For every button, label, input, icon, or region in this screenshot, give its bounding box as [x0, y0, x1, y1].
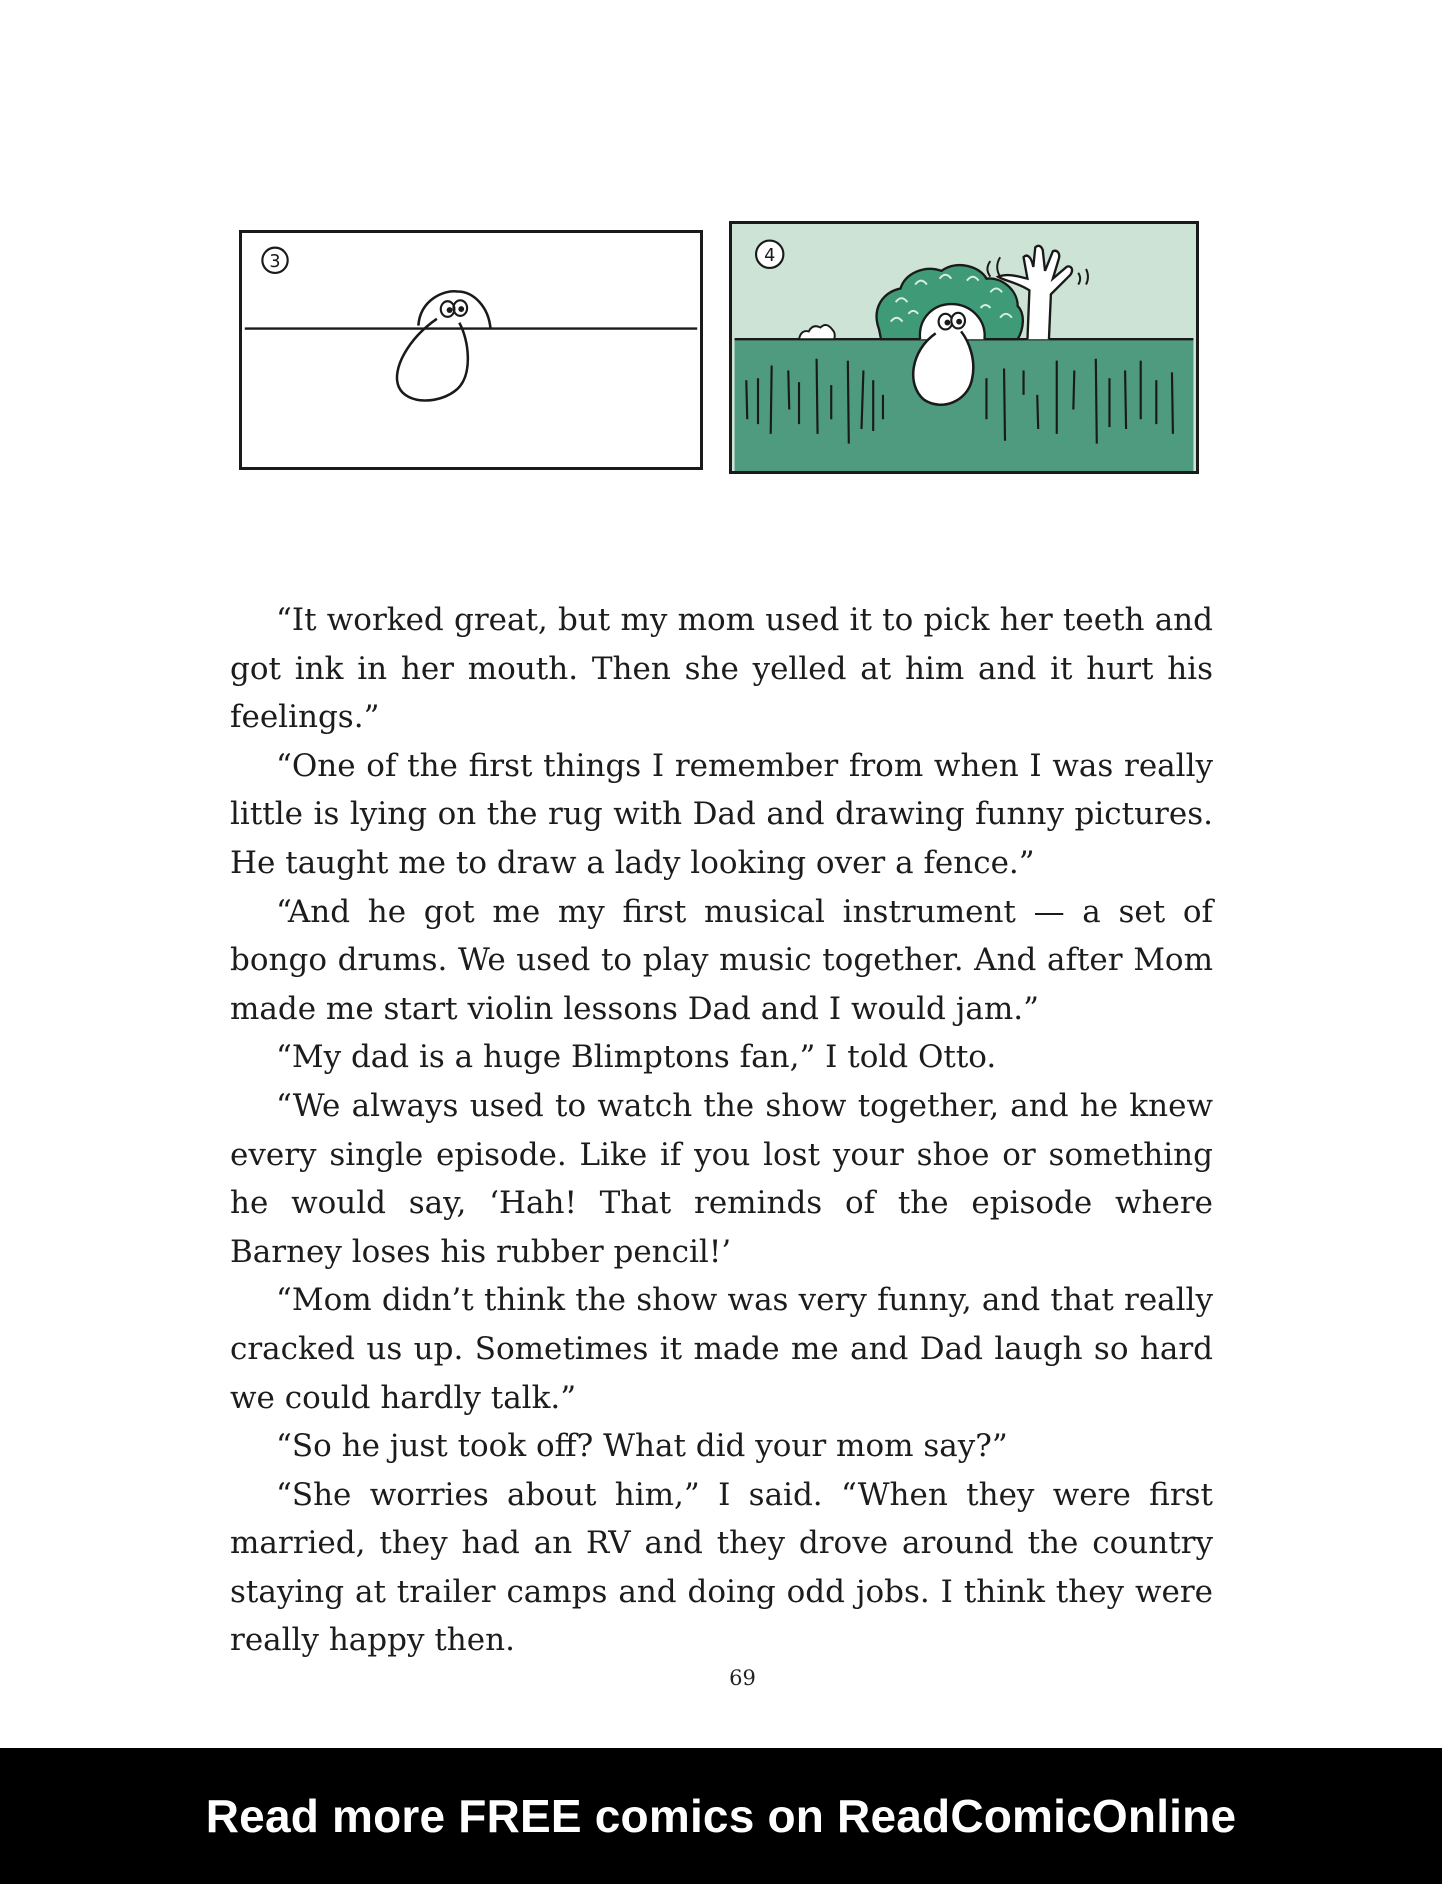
right-pupil: [458, 306, 464, 312]
panel-4-drawing: [732, 224, 1196, 471]
page-number: 69: [729, 1666, 756, 1690]
left-pupil: [447, 307, 453, 313]
paragraph: “Mom didn’t think the show was very funny, and that really cracked us up. Sometimes it made me and Dad laugh so hard we could hardly talk.”: [230, 1282, 1213, 1416]
promo-banner-link[interactable]: Read more FREE comics on ReadComicOnline: [205, 1790, 1237, 1842]
panel-4-number: 4: [764, 246, 776, 267]
paragraph: “It worked great, but my mom used it to pick her teeth and got ink in her mouth. Then she yelled at him and it hurt his feelings.”: [230, 602, 1213, 736]
hand-on-fence: [799, 325, 835, 339]
comic-panel-3: [239, 230, 703, 470]
panel-3-drawing: [242, 233, 700, 467]
nose-outline: [397, 319, 468, 401]
paragraph: “One of the first things I remember from when I was really little is lying on the rug with Dad and drawing funny pictures. He taught me to draw a lady looking over a fence.”: [230, 747, 1213, 881]
right-pupil: [956, 319, 962, 325]
paragraph: “And he got me my first musical instrument — a set of bongo drums. We used to play music together. And after Mom made me start violin lessons Dad and I would jam.”: [230, 893, 1213, 1027]
left-pupil: [944, 320, 950, 326]
paragraph: “We always used to watch the show together, and he knew every single episode. Like if you lost your shoe or something he would say, ‘Hah! That reminds of the episode where Barney loses his rubber pencil!’: [230, 1087, 1213, 1270]
paragraph: “So he just took off? What did your mom say?”: [276, 1428, 1008, 1465]
story-text: [230, 596, 1213, 1665]
comic-panel-4: [729, 221, 1199, 474]
promo-banner[interactable]: [0, 1748, 1442, 1884]
panel-3-number: 3: [269, 252, 281, 273]
paragraph: “My dad is a huge Blimptons fan,” I told Otto.: [276, 1039, 997, 1076]
paragraph: “She worries about him,” I said. “When they were first married, they had an RV and they drove around the country staying at trailer camps and doing odd jobs. I think they were really happy then.: [230, 1476, 1213, 1659]
